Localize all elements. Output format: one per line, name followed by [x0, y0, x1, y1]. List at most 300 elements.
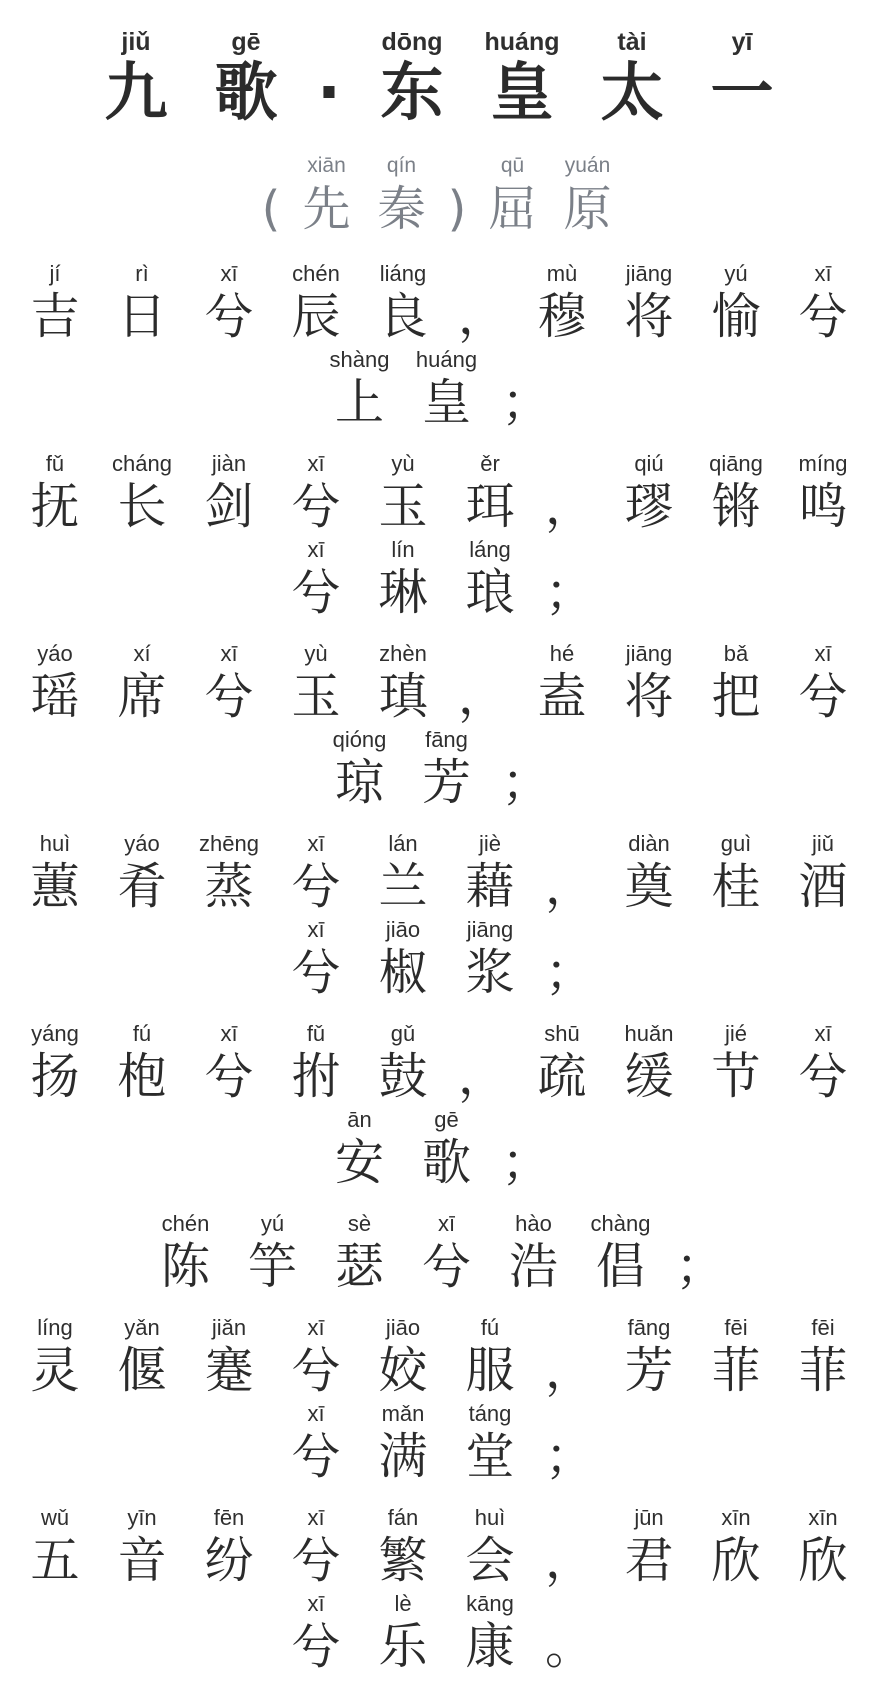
hanzi: 吉 [30, 288, 80, 345]
ruby-char [12, 640, 99, 726]
poem-line [0, 916, 878, 1002]
pinyin: chén [292, 261, 340, 286]
pinyin: yú [260, 1211, 285, 1236]
ruby-char [403, 1210, 490, 1296]
hanzi: 竽 [247, 1238, 297, 1295]
ruby-char [12, 450, 99, 536]
hanzi: 剑 [204, 478, 254, 535]
ruby-char [447, 536, 534, 622]
ruby-char [550, 152, 625, 238]
ruby-char [534, 1590, 606, 1676]
hanzi: 兮 [798, 288, 848, 345]
pinyin: guì [720, 831, 752, 856]
hanzi: 席 [117, 668, 167, 725]
ruby-char [780, 1504, 867, 1590]
hanzi: ； [501, 374, 551, 431]
ruby-char [99, 830, 186, 916]
hanzi: 皇 [421, 374, 471, 431]
ruby-char [447, 640, 519, 726]
hanzi: ， [544, 478, 594, 535]
pinyin: qū [500, 154, 525, 177]
hanzi: 会 [465, 1532, 515, 1589]
pinyin: bǎ [723, 641, 749, 666]
pinyin: yú [724, 261, 748, 286]
ruby-char [186, 260, 273, 346]
hanzi: 欣 [798, 1532, 848, 1589]
hanzi: 歌 [214, 56, 278, 129]
ruby-char [99, 640, 186, 726]
ruby-char [186, 1504, 273, 1590]
pinyin: fāng [627, 1315, 671, 1340]
ruby-char [780, 260, 867, 346]
hanzi: 先 [302, 181, 351, 237]
pinyin: xī [814, 1021, 832, 1046]
hanzi: 鸣 [798, 478, 848, 535]
ruby-char [606, 830, 693, 916]
ruby-char [364, 152, 439, 238]
ruby-char [606, 640, 693, 726]
pinyin: fǔ [306, 1021, 326, 1046]
poem-line [0, 1020, 878, 1106]
ruby-char [273, 260, 360, 346]
ruby-char [403, 1106, 490, 1192]
ruby-char [447, 1314, 534, 1400]
ruby-char [693, 830, 780, 916]
hanzi: ， [457, 1048, 507, 1105]
ruby-char [490, 346, 562, 432]
hanzi: ； [544, 944, 594, 1001]
hanzi: 康 [465, 1618, 515, 1675]
pinyin: liáng [379, 261, 427, 286]
hanzi: 东 [380, 56, 444, 129]
ruby-char [490, 1106, 562, 1192]
hanzi: 繁 [378, 1532, 428, 1589]
hanzi: ； [544, 1428, 594, 1485]
hanzi: 将 [624, 288, 674, 345]
pinyin: rì [135, 261, 149, 286]
ruby-char [693, 450, 780, 536]
pinyin: fǔ [45, 451, 65, 476]
hanzi: 兮 [291, 1428, 341, 1485]
hanzi: 太 [600, 56, 664, 129]
hanzi: ， [544, 1532, 594, 1589]
hanzi: 偃 [117, 1342, 167, 1399]
ruby-char [534, 916, 606, 1002]
hanzi: 菲 [711, 1342, 761, 1399]
pinyin: shàng [329, 347, 390, 372]
hanzi: 缓 [624, 1048, 674, 1105]
pinyin: kāng [466, 1591, 514, 1616]
hanzi: 璆 [624, 478, 674, 535]
ruby-char [273, 536, 360, 622]
hanzi: 锵 [711, 478, 761, 535]
hanzi: 穆 [537, 288, 587, 345]
hanzi: · [317, 56, 341, 129]
ruby-char [519, 260, 606, 346]
pinyin: yù [391, 451, 415, 476]
ruby-char [780, 450, 867, 536]
ruby-char [475, 152, 550, 238]
hanzi: 琼 [334, 754, 384, 811]
ruby-char [447, 1400, 534, 1486]
ruby-char [780, 1314, 867, 1400]
ruby-char [534, 450, 606, 536]
ruby-char [273, 450, 360, 536]
hanzi: 蕙 [30, 858, 80, 915]
hanzi: 琳 [378, 564, 428, 621]
pinyin: sè [347, 1211, 372, 1236]
pinyin: yáo [37, 641, 73, 666]
ruby-char [360, 1400, 447, 1486]
hanzi: 浆 [465, 944, 515, 1001]
pinyin: lán [388, 831, 418, 856]
pinyin: jiǔ [121, 28, 151, 56]
ruby-char [273, 916, 360, 1002]
poem-body [0, 260, 878, 1676]
pinyin: xī [307, 1591, 325, 1616]
hanzi: 兮 [291, 1342, 341, 1399]
ruby-char [490, 726, 562, 812]
hanzi: 鼓 [378, 1048, 428, 1105]
hanzi: 倡 [595, 1238, 645, 1295]
ruby-char [12, 830, 99, 916]
pinyin: qiú [634, 451, 664, 476]
hanzi: 乐 [378, 1618, 428, 1675]
pinyin: xī [307, 451, 325, 476]
ruby-char [447, 260, 519, 346]
pinyin: gē [434, 1107, 459, 1132]
pinyin: jiāng [466, 917, 514, 942]
ruby-char [191, 28, 301, 130]
ruby-char [606, 1020, 693, 1106]
poem-line [0, 1314, 878, 1400]
hanzi: 节 [711, 1048, 761, 1105]
ruby-char [253, 152, 289, 238]
ruby-char [534, 1400, 606, 1486]
pinyin: hào [515, 1211, 552, 1236]
poem-line [0, 450, 878, 536]
ruby-char [534, 536, 606, 622]
pinyin: ān [347, 1107, 372, 1132]
hanzi: ) [447, 181, 467, 237]
ruby-char [360, 916, 447, 1002]
pinyin: xī [220, 1021, 238, 1046]
ruby-char [447, 1504, 534, 1590]
pinyin: zhēng [199, 831, 259, 856]
hanzi: 瑶 [30, 668, 80, 725]
pinyin: qiāng [709, 451, 763, 476]
pinyin: lè [394, 1591, 412, 1616]
ruby-char [447, 450, 534, 536]
hanzi: 玉 [291, 668, 341, 725]
hanzi: 盍 [537, 668, 587, 725]
poem-line [0, 1400, 878, 1486]
ruby-char [780, 830, 867, 916]
pinyin: jūn [634, 1505, 664, 1530]
hanzi: 兮 [291, 1618, 341, 1675]
hanzi: ( [261, 181, 281, 237]
hanzi: 拊 [291, 1048, 341, 1105]
ruby-char [490, 1210, 577, 1296]
poem-line [0, 726, 878, 812]
hanzi: ， [544, 858, 594, 915]
pinyin: huáng [415, 347, 478, 372]
ruby-char [289, 152, 364, 238]
ruby-char [403, 726, 490, 812]
pinyin: xī [307, 917, 325, 942]
pinyin: gǔ [390, 1021, 416, 1046]
ruby-char [12, 260, 99, 346]
ruby-char [467, 28, 577, 130]
ruby-char [403, 346, 490, 432]
ruby-char [577, 28, 687, 130]
hanzi: 藉 [465, 858, 515, 915]
pinyin: huì [39, 831, 71, 856]
hanzi: 愉 [711, 288, 761, 345]
pinyin: jiàn [211, 451, 247, 476]
hanzi: 兮 [291, 944, 341, 1001]
pinyin: hé [549, 641, 575, 666]
pinyin: fāng [425, 727, 468, 752]
ruby-char [360, 1590, 447, 1676]
ruby-char [12, 1314, 99, 1400]
pinyin: jiāng [625, 641, 673, 666]
pinyin: ěr [480, 451, 500, 476]
ruby-char [519, 1020, 606, 1106]
poem-line [0, 1210, 878, 1296]
hanzi: 君 [624, 1532, 674, 1589]
ruby-char [693, 640, 780, 726]
hanzi: 兮 [421, 1238, 471, 1295]
hanzi: 蒸 [204, 858, 254, 915]
hanzi: 椒 [378, 944, 428, 1001]
poem-line [0, 1504, 878, 1590]
ruby-char [360, 1020, 447, 1106]
hanzi: 陈 [160, 1238, 210, 1295]
hanzi: ； [501, 754, 551, 811]
poem-line [0, 1590, 878, 1676]
poem-line [0, 536, 878, 622]
hanzi: ； [675, 1238, 725, 1295]
hanzi: 桂 [711, 858, 761, 915]
hanzi: 瑟 [334, 1238, 384, 1295]
pinyin: jiè [478, 831, 501, 856]
pinyin: fú [480, 1315, 500, 1340]
ruby-char [606, 1504, 693, 1590]
pinyin: xī [307, 831, 325, 856]
pinyin: míng [798, 451, 848, 476]
pinyin: jié [724, 1021, 747, 1046]
ruby-char [534, 1314, 606, 1400]
pinyin: jiāo [385, 917, 421, 942]
hanzi: 兮 [204, 1048, 254, 1105]
ruby-char [316, 726, 403, 812]
hanzi: 兮 [204, 288, 254, 345]
hanzi: 浩 [508, 1238, 558, 1295]
hanzi: 一 [710, 56, 774, 129]
hanzi: 堂 [465, 1428, 515, 1485]
ruby-char [693, 1314, 780, 1400]
pinyin: táng [468, 1401, 512, 1426]
pinyin: jiǔ [811, 831, 834, 856]
hanzi: 把 [711, 668, 761, 725]
ruby-char [534, 830, 606, 916]
ruby-char [687, 28, 797, 130]
hanzi: 将 [624, 668, 674, 725]
ruby-char [534, 1504, 606, 1590]
hanzi: 上 [334, 374, 384, 431]
hanzi: 辰 [291, 288, 341, 345]
ruby-char [693, 1504, 780, 1590]
poem-line [0, 1106, 878, 1192]
hanzi: 玉 [378, 478, 428, 535]
hanzi: 满 [378, 1428, 428, 1485]
poem-line [0, 640, 878, 726]
pinyin: fán [387, 1505, 419, 1530]
pinyin: huáng [484, 28, 560, 56]
hanzi: 奠 [624, 858, 674, 915]
ruby-char [360, 536, 447, 622]
ruby-char [519, 640, 606, 726]
pinyin: jiāo [385, 1315, 421, 1340]
pinyin: shū [544, 1021, 580, 1046]
ruby-char [606, 1314, 693, 1400]
hanzi: 皇 [490, 56, 554, 129]
pinyin: chén [161, 1211, 210, 1236]
hanzi: 歌 [421, 1134, 471, 1191]
hanzi: 日 [117, 288, 167, 345]
pinyin: fēn [213, 1505, 245, 1530]
pinyin: xí [133, 641, 151, 666]
pinyin: yuán [564, 154, 611, 177]
ruby-char [273, 830, 360, 916]
pinyin: xī [307, 537, 325, 562]
hanzi: 肴 [117, 858, 167, 915]
pinyin: líng [37, 1315, 73, 1340]
hanzi: 良 [378, 288, 428, 345]
poem-line [0, 260, 878, 346]
ruby-char [316, 346, 403, 432]
pinyin: yáng [31, 1021, 79, 1046]
ruby-char [273, 1020, 360, 1106]
ruby-char [229, 1210, 316, 1296]
pinyin: fēi [724, 1315, 748, 1340]
hanzi: 。 [544, 1618, 594, 1675]
ruby-char [606, 450, 693, 536]
hanzi: 安 [334, 1134, 384, 1191]
ruby-char [186, 830, 273, 916]
hanzi: 长 [117, 478, 167, 535]
ruby-char [273, 1590, 360, 1676]
pinyin: mǎn [381, 1401, 425, 1426]
pinyin: gē [231, 28, 261, 56]
pinyin: jí [49, 261, 61, 286]
pinyin: lín [391, 537, 415, 562]
ruby-char [447, 830, 534, 916]
hanzi: 瑱 [378, 668, 428, 725]
pinyin: qín [386, 154, 417, 177]
ruby-char [447, 916, 534, 1002]
ruby-char [780, 640, 867, 726]
ruby-char [577, 1210, 664, 1296]
pinyin: yī [731, 28, 753, 56]
hanzi: 酒 [798, 858, 848, 915]
ruby-char [316, 1210, 403, 1296]
pinyin: xiān [307, 154, 346, 177]
pinyin: jiāng [625, 261, 673, 286]
poem-line [0, 346, 878, 432]
ruby-char [273, 1400, 360, 1486]
pinyin: xīn [721, 1505, 751, 1530]
ruby-char [273, 640, 360, 726]
pinyin: tài [617, 28, 647, 56]
pinyin: yáo [124, 831, 160, 856]
hanzi: ； [501, 1134, 551, 1191]
hanzi: 芳 [624, 1342, 674, 1399]
hanzi: 屈 [488, 181, 537, 237]
pinyin: yù [304, 641, 328, 666]
pinyin: xī [220, 261, 238, 286]
ruby-char [142, 1210, 229, 1296]
ruby-char [99, 450, 186, 536]
hanzi: 疏 [537, 1048, 587, 1105]
hanzi: 兮 [204, 668, 254, 725]
hanzi: 九 [104, 56, 168, 129]
pinyin: diàn [628, 831, 670, 856]
ruby-char [301, 28, 357, 130]
hanzi: 枹 [117, 1048, 167, 1105]
hanzi: 灵 [30, 1342, 80, 1399]
pinyin: yīn [127, 1505, 157, 1530]
hanzi: 兮 [798, 668, 848, 725]
ruby-char [316, 1106, 403, 1192]
pinyin: xī [307, 1401, 325, 1426]
ruby-char [273, 1314, 360, 1400]
pinyin: qióng [332, 727, 387, 752]
poem-author [0, 152, 878, 238]
ruby-char [273, 1504, 360, 1590]
pinyin: xī [220, 641, 238, 666]
hanzi: 菲 [798, 1342, 848, 1399]
ruby-char [12, 1504, 99, 1590]
ruby-char [186, 1020, 273, 1106]
ruby-char [360, 1314, 447, 1400]
hanzi: 扬 [30, 1048, 80, 1105]
poem-title [0, 0, 878, 130]
hanzi: 秦 [377, 181, 426, 237]
hanzi: ， [457, 668, 507, 725]
ruby-char [360, 1504, 447, 1590]
pinyin: xī [307, 1505, 325, 1530]
pinyin: xī [814, 261, 832, 286]
pinyin: dōng [381, 28, 443, 56]
hanzi: 五 [30, 1532, 80, 1589]
ruby-char [447, 1020, 519, 1106]
pinyin: huǎn [624, 1021, 674, 1046]
hanzi: 兮 [291, 478, 341, 535]
ruby-char [360, 260, 447, 346]
ruby-char [99, 1504, 186, 1590]
hanzi: ， [457, 288, 507, 345]
ruby-char [186, 450, 273, 536]
pinyin: wǔ [40, 1505, 70, 1530]
hanzi: 欣 [711, 1532, 761, 1589]
hanzi: 服 [465, 1342, 515, 1399]
pinyin: zhèn [379, 641, 427, 666]
hanzi: 珥 [465, 478, 515, 535]
ruby-char [447, 1590, 534, 1676]
ruby-char [99, 1314, 186, 1400]
